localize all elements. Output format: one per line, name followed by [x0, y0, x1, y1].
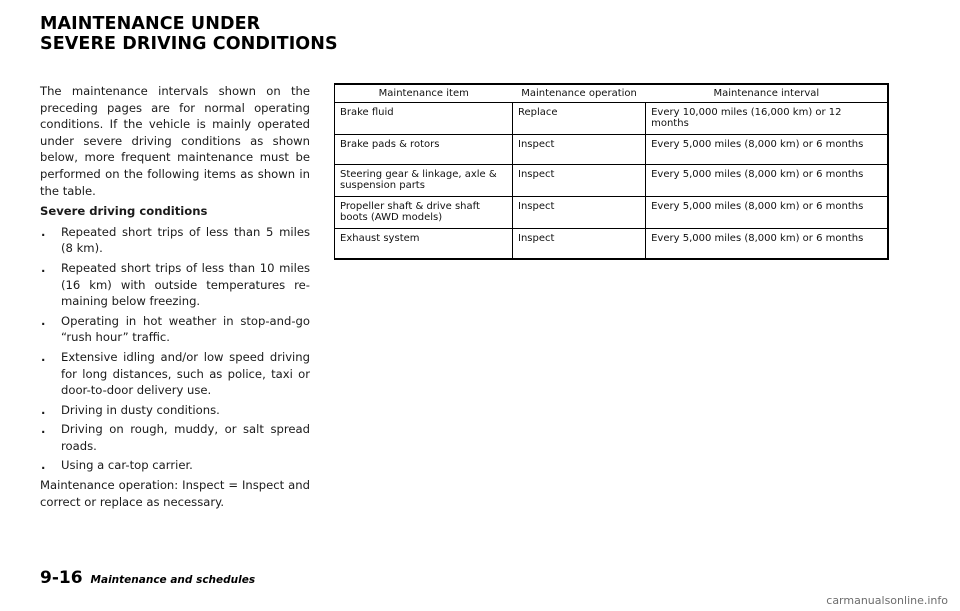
table-row: [335, 228, 889, 259]
bullet-icon: .: [41, 349, 46, 364]
table-row: [335, 134, 889, 164]
list-item: [40, 224, 310, 257]
cell-item: Brake pads & rotors: [335, 134, 513, 164]
bullet-icon: .: [41, 422, 46, 437]
cell-item: Propeller shaft & drive shaft boots (AWD models): [335, 196, 513, 228]
watermark: carmanualsonline.info: [826, 594, 948, 607]
list-item: [40, 260, 310, 310]
body-text-column: [40, 83, 310, 510]
maintenance-table: [334, 83, 889, 260]
cell-interval: Every 5,000 miles (8,000 km) or 6 months: [646, 164, 888, 196]
list-item-text: Operating in hot weather in stop-and-go “rush hour” traffic.: [61, 313, 310, 345]
bullet-icon: .: [41, 313, 46, 328]
list-item: [40, 313, 310, 346]
list-item: [40, 349, 310, 399]
severe-conditions-heading: Severe driving conditions: [40, 204, 208, 219]
table-row: [335, 102, 889, 134]
table-header-row: [335, 84, 889, 102]
bullet-icon: .: [41, 402, 46, 417]
maintenance-table-container: [334, 83, 889, 260]
table-row: [335, 196, 889, 228]
cell-operation: Replace: [513, 102, 646, 134]
cell-item: Brake fluid: [335, 102, 513, 134]
list-item-text: Driving in dusty conditions.: [61, 402, 220, 417]
table-row: [335, 164, 889, 196]
list-item-text: Extensive idling and/or low speed driving for long distances, such as police, taxi or door-to-door delivery use.: [61, 349, 310, 398]
list-item: [40, 421, 310, 454]
bullet-icon: .: [41, 260, 46, 275]
cell-operation: Inspect: [513, 228, 646, 259]
intro-paragraph: The maintenance intervals shown on the preceding pages are for normal operating conditions. If the vehicle is mainly operated under severe driving conditions as shown below, more frequent maintenance must be performed on the following items as shown in the table.: [40, 84, 310, 198]
list-item-text: Repeated short trips of less than 5 miles (8 km).: [61, 224, 310, 256]
list-item: [40, 457, 310, 474]
cell-interval: Every 10,000 miles (16,000 km) or 12 months: [646, 102, 888, 134]
cell-operation: Inspect: [513, 196, 646, 228]
cell-item: Exhaust system: [340, 232, 420, 244]
cell-operation: Inspect: [513, 134, 646, 164]
page-footer: [40, 568, 255, 588]
list-item-text: Repeated short trips of less than 10 miles (16 km) with outside temperatures re- maining below freezing.: [61, 260, 310, 309]
list-item-text: Driving on rough, muddy, or salt spread roads.: [61, 422, 310, 453]
list-item: [40, 402, 310, 419]
list-item-text: Using a car-top carrier.: [61, 458, 193, 473]
page-title: MAINTENANCE UNDER SEVERE DRIVING CONDITIONS: [40, 14, 338, 54]
cell-operation: Inspect: [513, 164, 646, 196]
cell-interval: Every 5,000 miles (8,000 km) or 6 months: [646, 228, 888, 259]
maintenance-operation-note: Maintenance operation: Inspect = Inspect and correct or replace as necessary.: [40, 478, 310, 509]
cell-item: Steering gear & linkage, axle & suspension parts: [335, 164, 513, 196]
bullet-icon: .: [41, 458, 46, 473]
bullet-icon: .: [41, 224, 46, 239]
severe-conditions-list: [40, 224, 310, 474]
cell-interval: Every 5,000 miles (8,000 km) or 6 months: [646, 134, 888, 164]
page-number: 9-16: [40, 568, 83, 588]
header-maintenance-item: Maintenance item: [335, 84, 513, 102]
header-maintenance-interval: Maintenance interval: [646, 84, 888, 102]
header-maintenance-operation: Maintenance operation: [513, 84, 646, 102]
cell-interval: Every 5,000 miles (8,000 km) or 6 months: [646, 196, 888, 228]
section-name: Maintenance and schedules: [90, 574, 256, 586]
